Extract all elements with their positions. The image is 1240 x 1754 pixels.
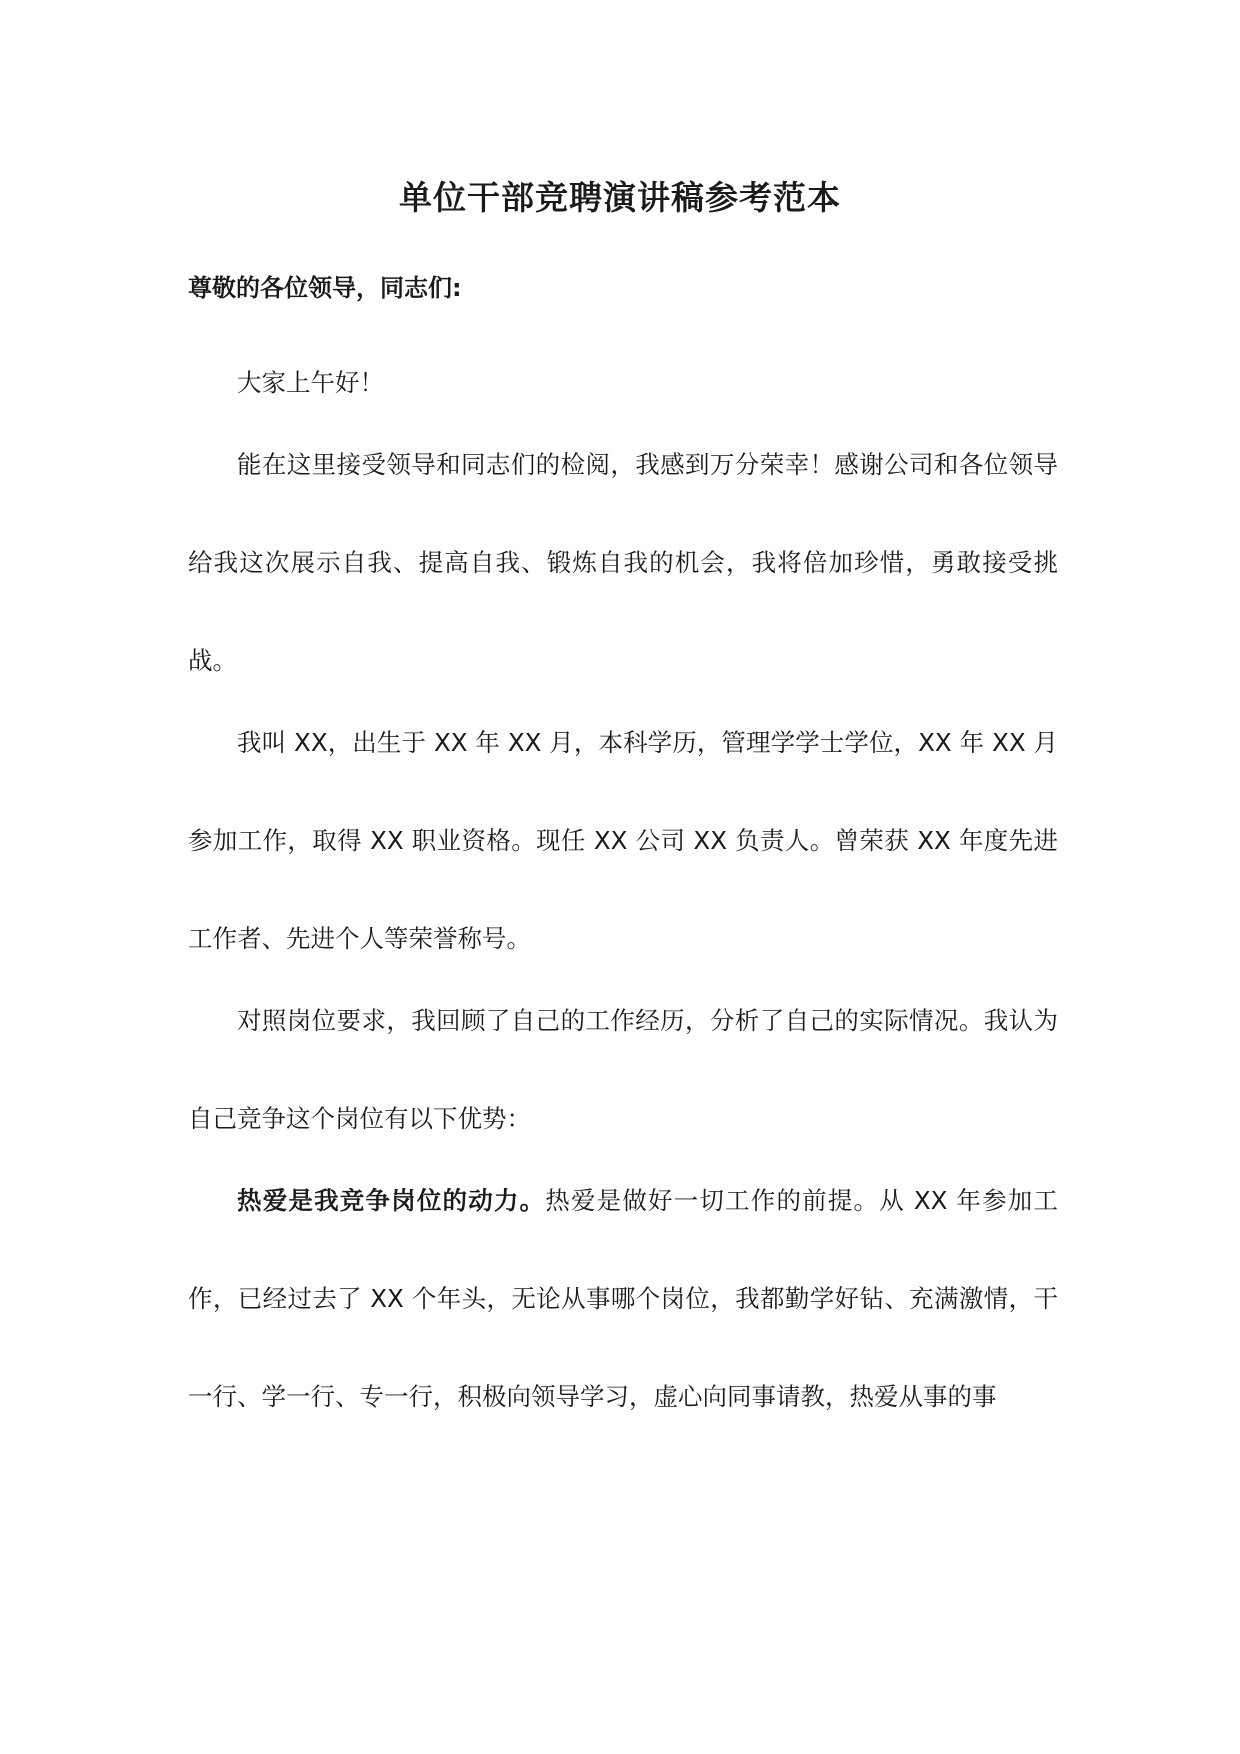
paragraph-heading-bold: 热爱是我竞争岗位的动力。	[237, 1186, 546, 1215]
paragraph-thanks: 能在这里接受领导和同志们的检阅，我感到万分荣幸！感谢公司和各位领导给我这次展示自我、提高自我、锻炼自我的机会，我将倍加珍惜，勇敢接受挑战。	[188, 450, 1058, 675]
paragraph-passion	[188, 1152, 1058, 1446]
paragraph-passion-text: 热爱是做好一切工作的前提。从 XX 年参加工作，已经过去了 XX 个年头，无论从事哪个岗位，我都勤学好钻、充满激情，干一行、学一行、专一行，积极向领导学习，虚心向同事请教，热爱从事的事	[188, 1186, 1058, 1411]
paragraph-self-analysis: 对照岗位要求，我回顾了自己的工作经历，分析了自己的实际情况。我认为自己竞争这个岗位有以下优势：	[188, 1006, 1058, 1133]
document-body	[188, 334, 1058, 1446]
paragraph-introduction: 我叫 XX，出生于 XX 年 XX 月，本科学历，管理学学士学位，XX 年 XX 月参加工作，取得 XX 职业资格。现任 XX 公司 XX 负责人。曾荣获 XX 年度先进工作者、先进个人等荣誉称号。	[188, 728, 1058, 953]
paragraph-greeting: 大家上午好！	[237, 368, 384, 397]
salutation: 尊敬的各位领导，同志们:	[188, 274, 462, 302]
document-title: 单位干部竞聘演讲稿参考范本	[399, 178, 841, 217]
